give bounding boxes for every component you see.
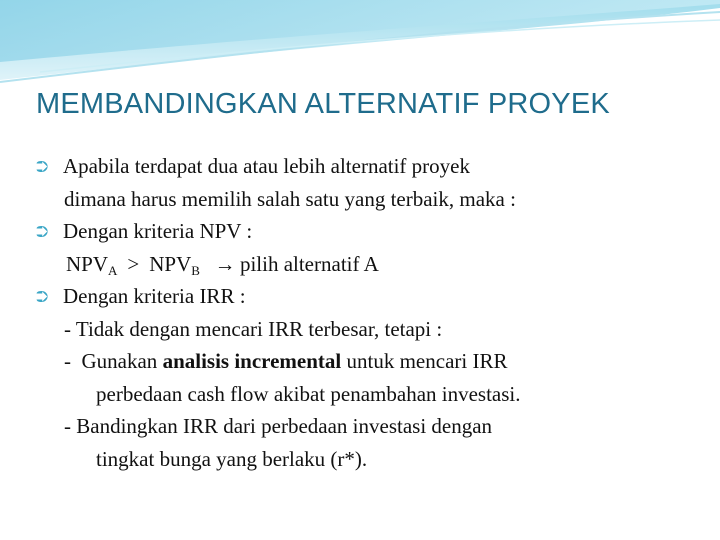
- dash-text: - Gunakan: [64, 349, 163, 373]
- greater-than-symbol: >: [127, 251, 140, 276]
- dash-text: - Tidak dengan mencari IRR terbesar, tetapi :: [64, 316, 443, 341]
- npv-b-subscript: B: [191, 262, 200, 278]
- bullet-text: Apabila terdapat dua atau lebih alternatif proyek: [63, 154, 470, 178]
- npv-comparison: [36, 248, 706, 281]
- bullet-text: dimana harus memilih salah satu yang terbaik, maka :: [64, 186, 516, 211]
- bullet-item: [36, 150, 706, 183]
- dash-text: tingkat bunga yang berlaku (r*).: [96, 446, 368, 471]
- dash-continuation: [36, 443, 706, 476]
- dash-item: [36, 410, 706, 443]
- bullet-text: Dengan kriteria NPV :: [63, 219, 253, 243]
- circle-arrow-bullet-icon: ⮊: [36, 224, 49, 241]
- npv-a-subscript: A: [108, 262, 118, 278]
- npv-b-label: NPV: [149, 251, 192, 276]
- right-arrow-icon: →: [214, 251, 236, 276]
- bold-term: analisis incremental: [162, 349, 342, 373]
- bullet-continuation: [36, 183, 706, 216]
- npv-result: pilih alternatif A: [239, 251, 379, 276]
- bullet-item: [36, 280, 706, 313]
- bullet-text: Dengan kriteria IRR :: [63, 284, 246, 308]
- dash-item: [36, 313, 706, 346]
- slide-body: [36, 150, 706, 475]
- dash-continuation: [36, 378, 706, 411]
- npv-a-label: NPV: [66, 251, 109, 276]
- dash-text: untuk mencari IRR: [341, 349, 508, 373]
- circle-arrow-bullet-icon: ⮊: [36, 159, 49, 176]
- bullet-item: [36, 215, 706, 248]
- circle-arrow-bullet-icon: ⮊: [36, 289, 49, 306]
- dash-text: - Bandingkan IRR dari perbedaan investasi dengan: [64, 414, 493, 438]
- slide-title: MEMBANDINGKAN ALTERNATIF PROYEK: [36, 88, 610, 120]
- dash-text: perbedaan cash flow akibat penambahan investasi.: [96, 381, 521, 406]
- dash-item: [36, 345, 706, 378]
- header-wave-decoration: [0, 0, 720, 90]
